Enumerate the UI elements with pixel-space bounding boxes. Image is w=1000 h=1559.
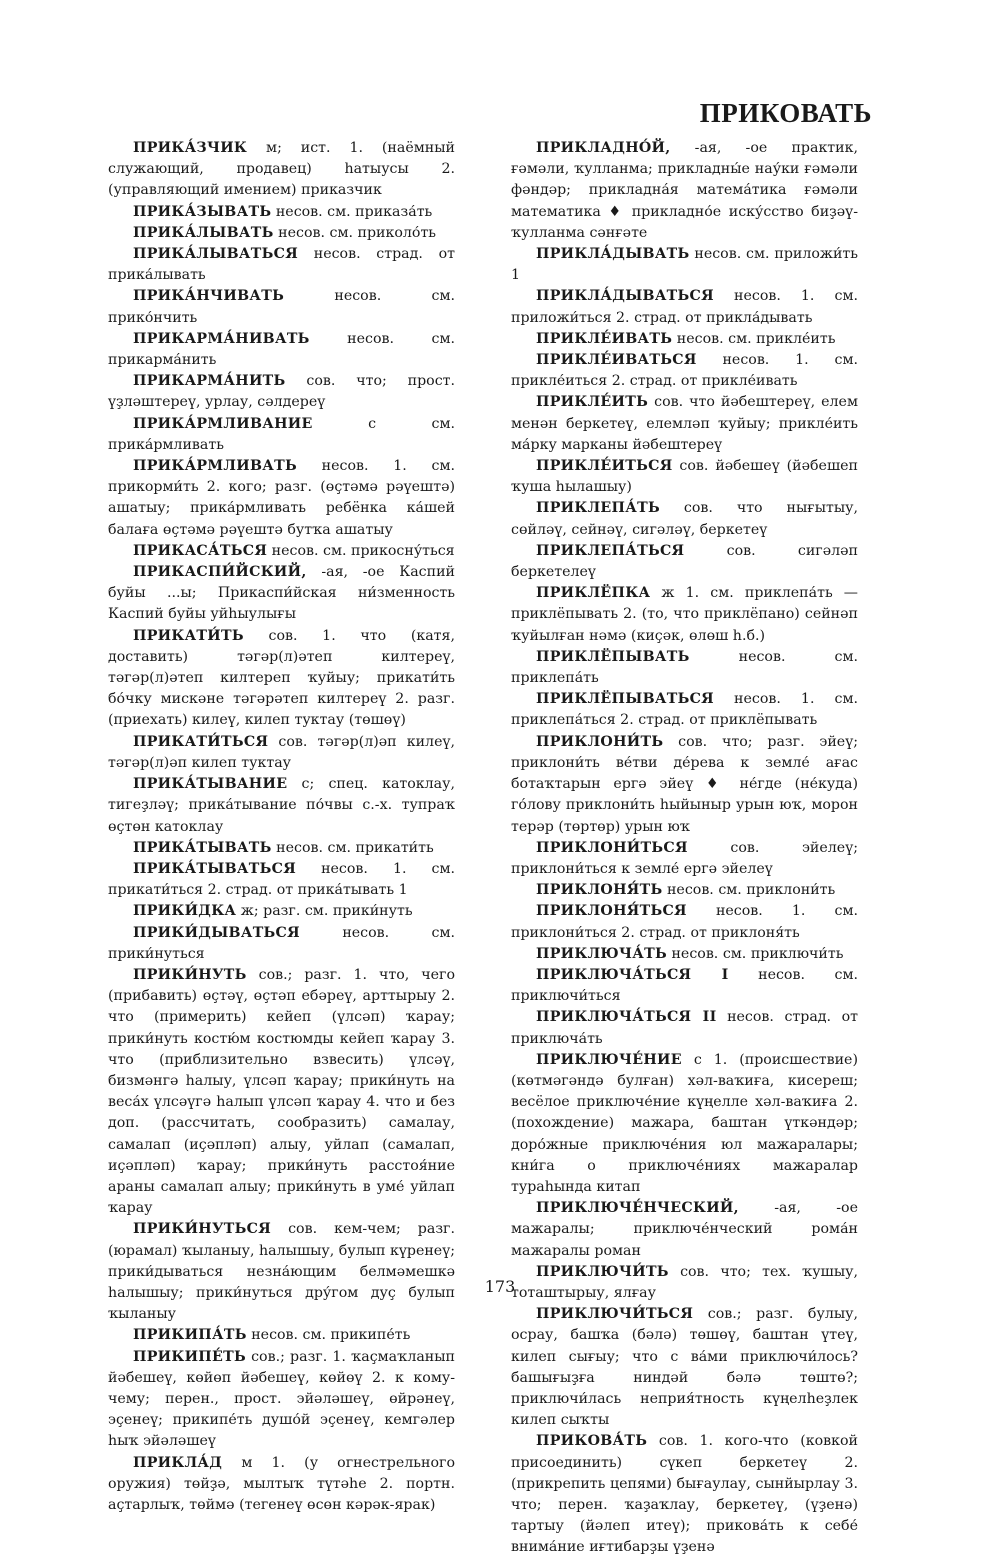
entry-headword: ПРИКЛОНЯ́ТЬ bbox=[536, 882, 663, 899]
entry-headword: ПРИКЛЕ́ИВАТЬ bbox=[536, 330, 673, 347]
dictionary-entry bbox=[108, 923, 455, 965]
dictionary-entry bbox=[108, 456, 455, 541]
entry-headword: ПРИКА́ЗЫВАТЬ bbox=[133, 203, 272, 220]
entry-headword: ПРИКЛЕ́ИТЬ bbox=[536, 394, 649, 411]
dictionary-entry bbox=[108, 965, 455, 1219]
dictionary-entry bbox=[108, 732, 455, 774]
dictionary-entry bbox=[108, 286, 455, 328]
entry-headword: ПРИКЛОНИ́ТЬСЯ bbox=[536, 839, 688, 856]
entry-definition: несов. см. приключи́ться bbox=[511, 966, 858, 1005]
dictionary-entry bbox=[511, 944, 858, 965]
dictionary-entry bbox=[108, 414, 455, 456]
entry-definition: сов. йәбешеү (йәбешеп ҡуша һылашыу) bbox=[511, 458, 858, 496]
dictionary-entry bbox=[108, 901, 455, 922]
entry-definition: -ая, -ое Каспий буйы ...ы; Прикаспи́йская ни́зменность Каспий буйы уйһыулығы bbox=[108, 564, 455, 623]
entry-definition: ж; разг. см. прики́нуть bbox=[236, 903, 413, 920]
dictionary-entry bbox=[108, 1453, 455, 1517]
entry-headword: ПРИКЛЮЧИ́ТЬ bbox=[536, 1263, 669, 1280]
entry-definition: несов. 1. см. прикати́ться 2. страд. от прика́тывать 1 bbox=[108, 860, 455, 899]
entry-definition: несов. см. прикарма́нить bbox=[108, 330, 455, 369]
dictionary-entry bbox=[108, 202, 455, 223]
entry-headword: ПРИКЛА́ДЫВАТЬ bbox=[536, 246, 690, 263]
entry-definition: несов. 1. см. прикорми́ть 2. кого; разг. (өҫтәмә рәүештә) ашатыу; прика́рмливать ребёнка ка́шей балаға өҫтәмә рәүештә бутҡа ашатыу bbox=[108, 458, 455, 538]
dictionary-entry bbox=[511, 329, 858, 350]
dictionary-entry bbox=[511, 244, 858, 286]
dictionary-entry bbox=[108, 329, 455, 371]
entry-headword: ПРИКАСПИ́ЙСКИЙ, bbox=[133, 564, 307, 581]
entry-definition: ж 1. см. приклепа́ть — приклёпывать 2. (то, что приклёпано) сейнәп ҡуйылған нәмә (киҫәк, өлөш һ.б.) bbox=[511, 585, 858, 644]
entry-definition: несов. страд. от приключа́ть bbox=[511, 1009, 858, 1047]
entry-headword: ПРИКЛЁПЫВАТЬСЯ bbox=[536, 691, 714, 708]
entry-definition: сов. 1. что (катя, доставить) тәгәр(л)әтеп килтереү, тәгәр(л)әтеп килтереп ҡуйыу; прикати́ть бо́чку мискәне тәгәрәтеп килтереү 2. разг. (приехать) килеү, килеп туктау (төшөү) bbox=[108, 627, 455, 729]
entry-headword: ПРИКИ́ДКА bbox=[133, 903, 237, 920]
entry-definition: несов. см. прико́нчить bbox=[108, 288, 455, 326]
entry-headword: ПРИКАРМА́НИВАТЬ bbox=[133, 330, 310, 347]
entry-definition: сов.; разг. 1. что, чего (прибавить) өҫтәү, өҫтәп ебәреү, арттырыу 2. что (примерить) кейеп (үлсәп) ҡарау; прики́нуть костю́м костюмды кейеп ҡарау 3. что (приблизительно взвесить) үлсәү, бизмәнгә һалыу, үлсәп ҡарау; прики́нуть на веса́х үлсәүгә һалып үлсәп ҡарау 4. что и без доп. (рассчитать, сообразить) самалау, самалап (иҫәпләп) алыу, уйлап (самалап, иҫәпләп) ҡарау; прики́нуть расстоя́ние араны самалап алыу; прики́нуть в уме́ уйлап ҡарау bbox=[108, 966, 455, 1217]
entry-headword: ПРИКА́ТЫВАТЬСЯ bbox=[133, 860, 297, 877]
entry-headword: ПРИКА́НЧИВАТЬ bbox=[133, 288, 285, 305]
entry-headword: ПРИКА́РМЛИВАТЬ bbox=[133, 458, 297, 475]
entry-headword: ПРИКЛОНЯ́ТЬСЯ bbox=[536, 903, 687, 920]
entry-definition: несов. см. прикати́ть bbox=[271, 839, 434, 856]
dictionary-entry bbox=[108, 138, 455, 202]
entry-headword: ПРИКАСА́ТЬСЯ bbox=[133, 542, 268, 559]
entry-definition: сов. кем-чем; разг. (юрамал) ҡыланыу, һалышыу, булып күренеү; прики́дываться незна́ющим белмәмешкә һалышыу; прики́нуться дру́гом дуҫ булып ҡыланыу bbox=[108, 1221, 455, 1323]
dictionary-entry bbox=[511, 498, 858, 540]
entry-definition: несов. 1. см. приклони́ться 2. страд. от приклоня́ть bbox=[511, 903, 858, 941]
entry-definition: несов. см. приклепа́ть bbox=[511, 648, 858, 687]
entry-headword: ПРИКЛЮЧЕ́НИЕ bbox=[536, 1051, 682, 1068]
dictionary-entry bbox=[511, 1007, 858, 1049]
entry-definition: сов. что; прост. үҙләштереү, урлау, сәлдереү bbox=[108, 373, 455, 411]
dictionary-entry bbox=[511, 456, 858, 498]
dictionary-entry bbox=[108, 1219, 455, 1325]
dictionary-entry bbox=[108, 562, 455, 626]
entry-headword: ПРИКИ́НУТЬСЯ bbox=[133, 1221, 272, 1238]
dictionary-entry bbox=[511, 1050, 858, 1198]
entry-headword: ПРИКАРМА́НИТЬ bbox=[133, 373, 286, 390]
left-column bbox=[108, 138, 455, 1516]
dictionary-entry bbox=[108, 838, 455, 859]
dictionary-entry bbox=[511, 732, 858, 838]
entry-definition: несов. см. прики́нуться bbox=[108, 924, 455, 962]
entry-headword: ПРИКИ́НУТЬ bbox=[133, 966, 247, 983]
dictionary-entry bbox=[511, 901, 858, 943]
entry-definition: сов. что нығытыу, сөйләү, сейнәү, сигәләү, беркетеү bbox=[511, 500, 858, 538]
dictionary-entry bbox=[511, 1431, 858, 1558]
entry-definition: -ая, -ое мажаралы; приключе́нческий рома́н мажаралы роман bbox=[511, 1200, 858, 1259]
dictionary-entry bbox=[511, 838, 858, 880]
entry-definition: несов. см. приказа́ть bbox=[271, 203, 433, 220]
entry-headword: ПРИКЛЮЧИ́ТЬСЯ bbox=[536, 1306, 694, 1323]
entry-definition: несов. см. приколо́ть bbox=[273, 224, 437, 241]
dictionary-entry bbox=[108, 1347, 455, 1453]
entry-definition: сов. 1. кого-что (ковкой присоединить) сүкеп беркетеү 2. (прикрепить цепями) бығаулау, сынйырлау 3. что; перен. ҡаҙаҡлау, беркетеү, (үҙенә) тартыу (йәлеп итеү); прикова́ть к себе́ внима́ние иғтибарҙы үҙенә bbox=[511, 1433, 858, 1556]
dictionary-entry bbox=[511, 689, 858, 731]
running-headword: ПРИКОВАТЬ bbox=[699, 98, 872, 128]
entry-headword: ПРИКЛОНИ́ТЬ bbox=[536, 733, 664, 750]
entry-definition: сов. тәгәр(л)әп килеү, тәгәр(л)әп килеп туктау bbox=[108, 733, 455, 771]
entry-definition: м; ист. 1. (наёмный служающий, продавец) һатыусы 2. (управляющий имением) приказчик bbox=[108, 140, 455, 199]
entry-headword: ПРИКЛЮЧЕ́НЧЕСКИЙ, bbox=[536, 1200, 739, 1217]
entry-definition: несов. см. прикипе́ть bbox=[246, 1327, 411, 1344]
dictionary-entry bbox=[511, 286, 858, 328]
entry-headword: ПРИКА́РМЛИВАНИЕ bbox=[133, 415, 313, 432]
dictionary-entry bbox=[511, 880, 858, 901]
entry-definition: сов. что; разг. эйеү; приклони́ть ве́тви де́рева к земле́ ағас ботаҡтарын ергә эйеү ♦ не́где (не́куда) го́лову приклони́ть һыйыныр урын юҡ, морон терәр (төртөр) урын юҡ bbox=[511, 733, 858, 835]
entry-definition: с 1. (происшествие) (көтмәгәндә булған) хәл-ваҡиға, кисереш; весёлое приключе́ние күңелле хәл-ваҡиға 2. (похождение) мажара, баштан үткәндәр; доро́жные приключе́ния юл мажаралары; кни́га о приключе́ниях мажаралар тураһында китап bbox=[511, 1051, 858, 1195]
entry-headword: ПРИКЛЮЧА́ТЬСЯ I bbox=[536, 966, 729, 983]
entry-definition: сов. эйелеү; приклони́ться к земле́ ергә эйелеү bbox=[511, 839, 858, 877]
dictionary-entry bbox=[108, 626, 455, 732]
dictionary-entry bbox=[108, 859, 455, 901]
entry-definition: несов. см. приключи́ть bbox=[666, 945, 844, 962]
entry-headword: ПРИКЛЮЧА́ТЬ bbox=[536, 945, 667, 962]
dictionary-entry bbox=[108, 1325, 455, 1346]
entry-headword: ПРИКА́ЗЧИК bbox=[133, 140, 248, 156]
entry-headword: ПРИКЛЕПА́ТЬСЯ bbox=[536, 542, 685, 559]
entry-definition: м 1. (у огнестрельного оружия) төйҙә, мылтыҡ түтәһе 2. портн. аҫтарлыҡ, төймә (тегенеү өсөн кәрәк-ярак) bbox=[108, 1454, 455, 1513]
entry-headword: ПРИКА́ЛЫВАТЬСЯ bbox=[133, 246, 299, 263]
entry-definition: -ая, -ое практик, ғәмәли, ҡулланма; прикладны́е нау́ки ғәмәли фәндәр; прикладна́я матема́тика ғәмәли математика ♦ прикладно́е иску́сство биҙәү-ҡулланма сәнғәте bbox=[511, 140, 858, 241]
entry-definition: несов. см. прикле́ить bbox=[672, 330, 836, 347]
entry-definition: несов. страд. от прика́лывать bbox=[108, 246, 455, 284]
dictionary-entry bbox=[108, 223, 455, 244]
entry-definition: сов.; разг. 1. ҡаҫмаҡланып йәбешеү, көйөп йәбешеү, көйөү 2. к кому-чему; перен., прост. эйәләшеү, өйрәнеү, эҫенеү; прикипе́ть душо́й эҫенеү, кемгәлер һыҡ эйәләшеү bbox=[108, 1348, 455, 1450]
entry-definition: сов. что; тех. ҡушыу, тоташтырыу, ялғау bbox=[511, 1263, 858, 1301]
entry-headword: ПРИКАТИ́ТЬСЯ bbox=[133, 733, 269, 750]
dictionary-entry bbox=[511, 965, 858, 1007]
entry-headword: ПРИКИПЕ́ТЬ bbox=[133, 1348, 246, 1365]
entry-headword: ПРИКОВА́ТЬ bbox=[536, 1433, 648, 1450]
entry-definition: сов. что йәбештереү, елем менән беркетеү, елемләп ҡуйыу; прикле́ить ма́рку марканы йәбештереү bbox=[511, 394, 858, 453]
entry-headword: ПРИКА́ТЫВАТЬ bbox=[133, 839, 272, 856]
entry-headword: ПРИКЛЮЧА́ТЬСЯ II bbox=[536, 1009, 717, 1026]
entry-definition: сов. сигәләп беркетелеү bbox=[511, 542, 858, 581]
entry-headword: ПРИКЛЕ́ИВАТЬСЯ bbox=[536, 352, 697, 369]
dictionary-entry bbox=[511, 1304, 858, 1431]
entry-headword: ПРИКИПА́ТЬ bbox=[133, 1327, 247, 1344]
entry-headword: ПРИКИ́ДЫВАТЬСЯ bbox=[133, 924, 300, 941]
entry-definition: несов. см. приклони́ть bbox=[662, 882, 836, 899]
entry-headword: ПРИКА́ЛЫВАТЬ bbox=[133, 224, 274, 241]
entry-headword: ПРИКА́ТЫВАНИЕ bbox=[133, 776, 288, 793]
entry-definition: сов.; разг. булыу, осрау, башҡа (бәлә) төшөү, баштан үтеү, килеп сығыу; что с ва́ми приключи́лось? башығыҙға ниндәй бәлә төштө?; приключи́лась неприя́тность күңелһеҙлек килеп сыҡты bbox=[511, 1306, 858, 1429]
dictionary-entry bbox=[108, 244, 455, 286]
entry-definition: несов. 1. см. приложи́ться 2. страд. от прикла́дывать bbox=[511, 288, 858, 326]
dictionary-entry bbox=[511, 541, 858, 583]
right-column bbox=[511, 138, 858, 1559]
entry-headword: ПРИКАТИ́ТЬ bbox=[133, 627, 244, 644]
dictionary-entry bbox=[108, 371, 455, 413]
entry-definition: несов. 1. см. прикле́иться 2. страд. от прикле́ивать bbox=[511, 352, 858, 390]
entry-headword: ПРИКЛА́Д bbox=[133, 1454, 223, 1471]
entry-headword: ПРИКЛЁПЫВАТЬ bbox=[536, 648, 690, 665]
entry-definition: с см. прика́рмливать bbox=[108, 415, 455, 453]
dictionary-entry bbox=[511, 647, 858, 689]
dictionary-entry bbox=[511, 138, 858, 244]
dictionary-entry bbox=[511, 350, 858, 392]
entry-headword: ПРИКЛА́ДЫВАТЬСЯ bbox=[536, 288, 714, 305]
entry-definition: несов. см. приложи́ть 1 bbox=[511, 246, 858, 284]
entry-definition: с; спец. катоклау, тигеҙләү; прика́тывание по́чвы с.-х. тупраҡ өҫтөн катоклау bbox=[108, 776, 455, 835]
entry-definition: несов. 1. см. приклепа́ться 2. страд. от приклёпывать bbox=[511, 691, 858, 729]
dictionary-entry bbox=[511, 392, 858, 456]
entry-headword: ПРИКЛЕ́ИТЬСЯ bbox=[536, 458, 673, 475]
page-number: 173 bbox=[484, 1277, 516, 1296]
dictionary-entry bbox=[511, 1198, 858, 1262]
dictionary-entry bbox=[108, 774, 455, 838]
dictionary-entry bbox=[511, 583, 858, 647]
entry-definition: несов. см. прикосну́ться bbox=[267, 542, 455, 559]
entry-headword: ПРИКЛЕПА́ТЬ bbox=[536, 500, 660, 517]
entry-headword: ПРИКЛЁПКА bbox=[536, 585, 651, 602]
dictionary-entry bbox=[108, 541, 455, 562]
entry-headword: ПРИКЛАДНО́Й, bbox=[536, 140, 671, 156]
